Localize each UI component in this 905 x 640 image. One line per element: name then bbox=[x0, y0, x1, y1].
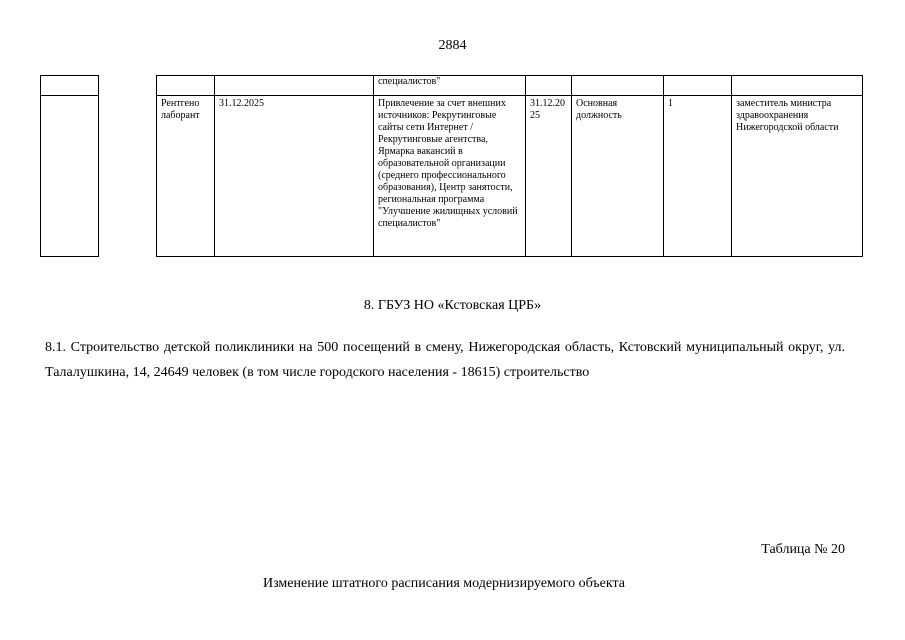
table-cell bbox=[99, 76, 157, 96]
table-title: Изменение штатного расписания модернизируемого объекта bbox=[262, 576, 626, 591]
sources-cell: Привлечение за счет внешних источников: Рекрутинговые сайты сети Интернет / Рекрутинговые агентства, Ярмарка вакансий в образовательной организации (среднего профессионального образования), Центр занятости, региональная программа "Улучшение жилищных условий специалистов" bbox=[374, 96, 526, 257]
table-cell bbox=[157, 76, 215, 96]
deadline-cell: 31.12.2025 bbox=[526, 96, 572, 257]
table-cell bbox=[664, 76, 732, 96]
staffing-table bbox=[40, 75, 863, 257]
table-cell bbox=[41, 96, 99, 257]
table-cell bbox=[572, 76, 664, 96]
position-type-cell: Основная должность bbox=[572, 96, 664, 257]
table-row-radiology-technician bbox=[41, 96, 863, 257]
position-cell: Рентгено лаборант bbox=[157, 96, 215, 257]
date-cell: 31.12.2025 bbox=[215, 96, 374, 257]
table-cell bbox=[526, 76, 572, 96]
table-cell bbox=[41, 76, 99, 96]
table-caption: Таблица № 20 bbox=[761, 542, 845, 557]
table-cell bbox=[99, 96, 157, 257]
table-row-continuation bbox=[41, 76, 863, 96]
table-cell bbox=[215, 76, 374, 96]
responsible-cell: заместитель министра здравоохранения Нижегородской области bbox=[732, 96, 863, 257]
page-number: 2884 bbox=[438, 38, 467, 53]
body-paragraph: 8.1. Строительство детской поликлиники на 500 посещений в смену, Нижегородская область, Кстовский муниципальный округ, ул. Талалушкина, 14, 24649 человек (в том числе городского населения - 18615) строительство bbox=[45, 340, 845, 380]
table-cell: специалистов" bbox=[374, 76, 526, 96]
count-cell: 1 bbox=[664, 96, 732, 257]
table-cell bbox=[732, 76, 863, 96]
section-heading: 8. ГБУЗ НО «Кстовская ЦРБ» bbox=[363, 298, 542, 313]
